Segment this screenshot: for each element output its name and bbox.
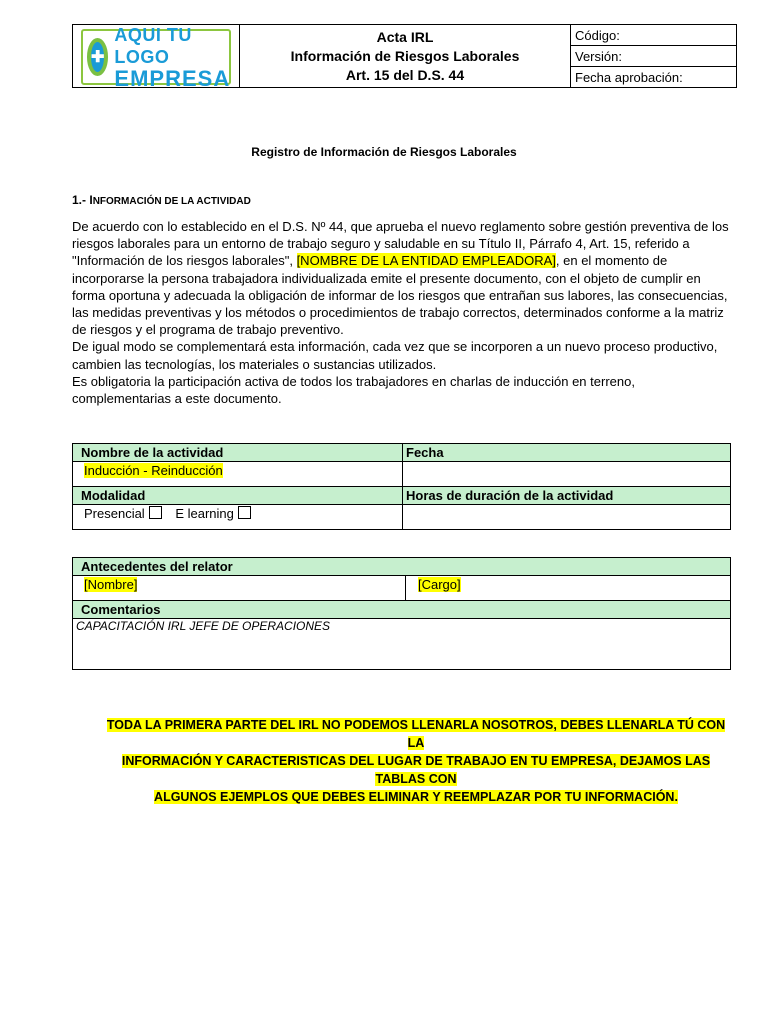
activity-name-header: Nombre de la actividad	[73, 444, 403, 462]
elearning-checkbox[interactable]	[238, 506, 251, 519]
body-text	[72, 218, 734, 407]
employer-name-placeholder: [NOMBRE DE LA ENTIDAD EMPLEADORA]	[296, 253, 556, 269]
relator-table	[72, 557, 731, 670]
mode-option-presencial: Presencial	[84, 506, 145, 521]
logo-text-line1: AQUI TU LOGO	[114, 25, 192, 67]
document-title	[240, 25, 571, 88]
warning-line-2: INFORMACIÓN Y CARACTERISTICAS DEL LUGAR DE TRABAJO EN TU EMPRESA, DEJAMOS LAS TABLAS CON	[121, 754, 711, 786]
hours-cell[interactable]	[403, 505, 731, 530]
activity-table	[72, 443, 731, 530]
relator-cargo-value: [Cargo]	[418, 577, 461, 592]
document-header	[72, 24, 737, 91]
relator-name-cell[interactable]	[73, 576, 406, 601]
paragraph-1: De acuerdo con lo establecido en el D.S. Nº 44, que aprueba el nuevo reglamento sobre gestión preventiva de los riesgos laborales para un entorno de trabajo seguro y saludable en su Título II, Párrafo 4, Art. 15, referido a "Información de los riesgos laborales", [NOMBRE DE LA ENTIDAD EMPLEADORA], en el momento de incorporarse la persona trabajadora individualizada emite el presente documento, con el objeto de cumplir en forma oportuna y adecuada la obligación de informar de los riesgos que entrañan sus labores, las consecuencias, las medidas preventivas y los métodos o procedimientos de trabajo correctos, determinados conforme a la matriz de riesgos y el programa de trabajo preventivo.	[72, 219, 729, 338]
relator-cargo-cell[interactable]	[406, 576, 731, 601]
date-header: Fecha	[403, 444, 731, 462]
title-line-3: Art. 15 del D.S. 44	[345, 66, 465, 83]
paragraph-2: De igual modo se complementará esta información, cada vez que se incorporen a un nuevo proceso productivo, cambien las tecnologías, los materiales o sustancias utilizados.	[72, 339, 718, 372]
instruction-warning	[100, 716, 732, 806]
logo-cell	[73, 25, 240, 91]
date-cell[interactable]	[403, 462, 731, 487]
mode-header: Modalidad	[73, 487, 403, 505]
mode-option-elearning: E learning	[175, 506, 234, 521]
title-line-2: Información de Riesgos Laborales	[290, 47, 520, 64]
warning-line-1: TODA LA PRIMERA PARTE DEL IRL NO PODEMOS LLENARLA NOSOTROS, DEBES LLENARLA TÚ CON LA	[106, 718, 726, 750]
paragraph-3: Es obligatoria la participación activa de todos los trabajadores en charlas de inducción en terreno, complementarias a este documento.	[72, 373, 635, 407]
relator-name-value: [Nombre]	[84, 577, 138, 592]
approval-date-field: Fecha aprobación:	[571, 67, 737, 88]
comments-header: Comentarios	[73, 601, 731, 619]
presencial-checkbox[interactable]	[149, 506, 162, 519]
code-field: Código:	[571, 25, 737, 46]
document-subtitle: Registro de Información de Riesgos Laborales	[251, 145, 517, 159]
hours-header: Horas de duración de la actividad	[403, 487, 731, 505]
logo-text-line2: EMPRESA	[114, 66, 231, 91]
comments-cell[interactable]: CAPACITACIÓN IRL JEFE DE OPERACIONES	[73, 619, 731, 670]
warning-line-3: ALGUNOS EJEMPLOS QUE DEBES ELIMINAR Y REEMPLAZAR POR TU INFORMACIÓN.	[154, 790, 678, 804]
section-heading: 1.- INFORMACIÓN DE LA ACTIVIDAD	[72, 193, 251, 207]
prevention-cross-icon: ✚	[87, 38, 108, 76]
title-line-1: Acta IRL	[376, 28, 434, 45]
company-logo	[81, 25, 231, 91]
activity-name-cell[interactable]	[73, 462, 403, 487]
mode-cell	[73, 505, 403, 530]
activity-name-value: Inducción - Reinducción	[84, 463, 223, 478]
version-field: Versión:	[571, 46, 737, 67]
relator-header: Antecedentes del relator	[73, 558, 731, 576]
